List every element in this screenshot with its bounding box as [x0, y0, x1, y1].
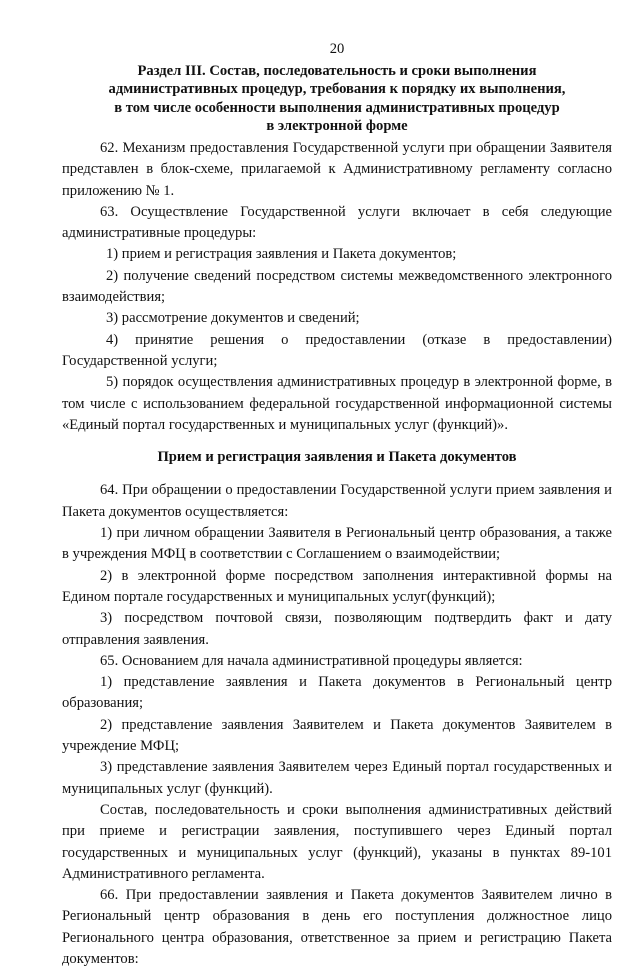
document-body: [62, 138, 612, 970]
section-heading-line: в электронной форме: [266, 118, 408, 135]
paragraph-65: 65. Основанием для начала административной процедуры является:: [100, 652, 523, 669]
list-item: 3) рассмотрение документов и сведений;: [106, 310, 360, 327]
paragraph-63: 63. Осуществление Государственной услуги включает в себя следующие административные процедуры:: [62, 203, 612, 242]
list-item: 4) принятие решения о предоставлении (отказе в предоставлении) Государственной услуги;: [62, 331, 612, 369]
list-item: 1) при личном обращении Заявителя в Региональный центр образования, а также в учреждения МФЦ в соответствии с Соглашением о взаимодействии;: [62, 525, 612, 563]
list-item: 5) порядок осуществления административных процедур в электронной форме, в том числе с использованием федеральной государственной информационной системы «Единый портал государственных и муниципальных услуг (функций)».: [62, 374, 612, 433]
list-item: 1) представление заявления и Пакета документов в Региональный центр образования;: [62, 674, 612, 712]
document-page: [62, 0, 612, 967]
paragraph-64: 64. При обращении о предоставлении Государственной услуги прием заявления и Пакета документов осуществляется:: [62, 482, 612, 520]
section-heading-line: в том числе особенности выполнения административных процедур: [114, 99, 560, 116]
list-item: 2) представление заявления Заявителем и Пакета документов Заявителем в учреждение МФЦ;: [62, 716, 612, 755]
section-heading-line: административных процедур, требования к порядку их выполнения,: [108, 81, 566, 98]
list-item: 2) в электронной форме посредством заполнения интерактивной формы на Едином портале государственных и муниципальных услуг(функций);: [62, 567, 612, 605]
paragraph-composition: Состав, последовательность и сроки выполнения административных действий при приеме и регистрации заявления, поступившего через Единый портал государственных и муниципальных услуг (функций), указаны в пунктах 89-101 Административного регламента.: [62, 801, 612, 882]
paragraph-66: 66. При предоставлении заявления и Пакета документов Заявителем лично в Региональный центр образования в день его поступления должностное лицо Регионального центра образования, ответственное за прием и регистрацию Пакета документов:: [62, 887, 612, 967]
section-heading-line: Раздел III. Состав, последовательность и сроки выполнения: [137, 63, 537, 79]
list-item: 3) представление заявления Заявителем через Единый портал государственных и муниципальных услуг (функций).: [62, 759, 612, 797]
list-item: 2) получение сведений посредством системы межведомственного электронного взаимодействия;: [62, 267, 612, 306]
section-heading: [62, 62, 612, 136]
page-number: 20: [329, 41, 345, 57]
paragraph-62: 62. Механизм предоставления Государственной услуги при обращении Заявителя представлен в блок-схеме, прилагаемой к Административному регламенту согласно приложению № 1.: [62, 140, 612, 199]
subsection-heading: Прием и регистрация заявления и Пакета документов: [157, 449, 517, 466]
list-item: 1) прием и регистрация заявления и Пакета документов;: [106, 246, 457, 263]
list-item: 3) посредством почтовой связи, позволяющим подтвердить факт и дату отправления заявления.: [62, 610, 612, 648]
